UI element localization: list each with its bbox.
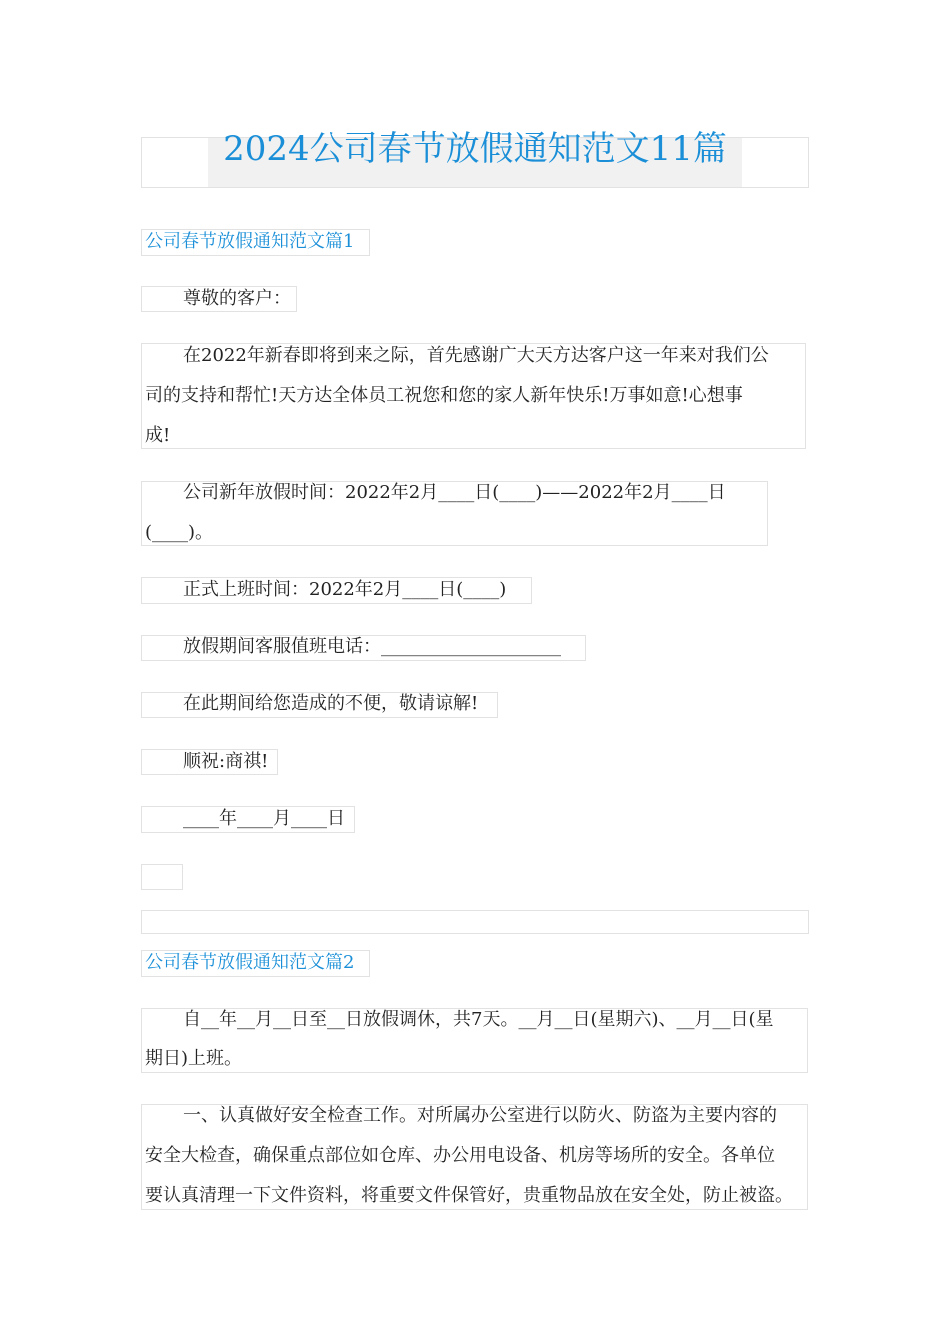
paragraph-line: 司的支持和帮忙!天方达全体员工祝您和您的家人新年快乐!万事如意!心想事 [145, 385, 743, 406]
section-heading-2: 公司春节放假通知范文篇2 [145, 952, 355, 973]
section-separator [141, 910, 809, 934]
holiday-time-line: (____)。 [145, 522, 214, 543]
paragraph-line: 自__年__月__日至__日放假调休，共7天。__月__日(星期六)、__月__日(星 [183, 1009, 774, 1030]
greeting: 尊敬的客户： [183, 288, 291, 309]
paragraph-line: 要认真清理一下文件资料，将重要文件保管好，贵重物品放在安全处，防止被盗。 [145, 1185, 793, 1206]
paragraph-line: 成! [145, 425, 171, 446]
holiday-time-line: 公司新年放假时间：2022年2月____日(____)——2022年2月____日 [183, 482, 726, 503]
empty-frame [141, 864, 183, 890]
section-heading-1: 公司春节放假通知范文篇1 [145, 231, 355, 252]
date-line: ____年____月____日 [183, 808, 345, 829]
apology: 在此期间给您造成的不便，敬请谅解! [183, 693, 479, 714]
document-title: 2024公司春节放假通知范文11篇 [223, 129, 727, 169]
wishes: 顺祝:商祺! [183, 751, 269, 772]
paragraph-line: 安全大检查，确保重点部位如仓库、办公用电设备、机房等场所的安全。各单位 [145, 1145, 775, 1166]
paragraph-line: 期日)上班。 [145, 1048, 243, 1069]
hotline: 放假期间客服值班电话：____________________ [183, 636, 561, 657]
paragraph-line: 在2022年新春即将到来之际，首先感谢广大天方达客户这一年来对我们公 [183, 345, 769, 366]
work-time: 正式上班时间：2022年2月____日(____) [183, 579, 507, 600]
paragraph-line: 一、认真做好安全检查工作。对所属办公室进行以防火、防盗为主要内容的 [183, 1105, 777, 1126]
